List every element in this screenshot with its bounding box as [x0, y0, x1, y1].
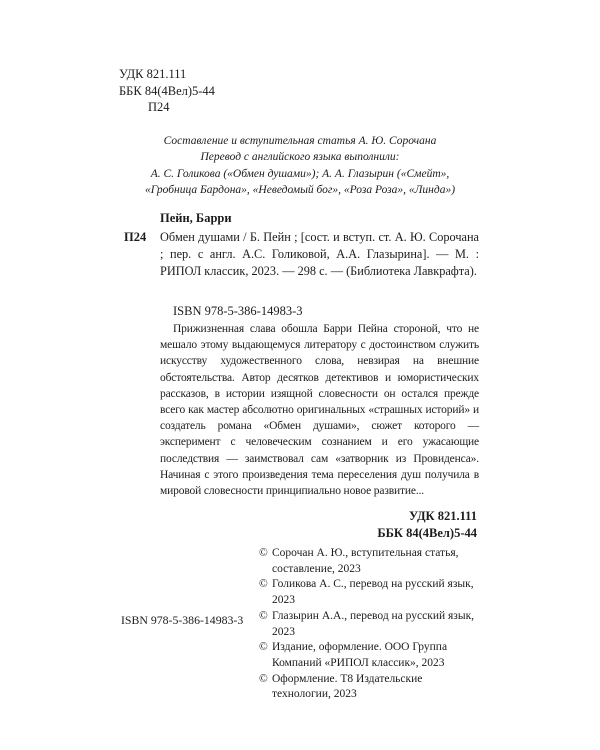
copyright-icon: ©: [259, 609, 268, 622]
author-mark: П24: [148, 100, 170, 114]
udk-code: УДК 821.111: [119, 67, 187, 81]
copyright-text: Сорочан А. Ю., вступительная статья, составление, 2023: [272, 547, 459, 575]
isbn-footer: ISBN 978-5-386-14983-3: [121, 613, 244, 627]
translators-line-2: «Гробница Бардона», «Неведомый бог», «Роза Роза», «Линда»): [144, 183, 456, 196]
copyright-icon: ©: [259, 641, 268, 654]
copyright-text: Глазырин А.А., перевод на русский язык, 2023: [272, 609, 475, 638]
bbk-code-bottom: ББК 84(4Вел)5-44: [377, 526, 477, 540]
catalog-author-mark: П24: [124, 230, 147, 244]
copyright-design: [259, 672, 479, 703]
udc-block-bottom: [300, 508, 477, 542]
translation-heading: Перевод с английского языка выполнили:: [200, 151, 400, 164]
copyright-icon: ©: [259, 578, 268, 591]
copyright-icon: ©: [259, 547, 268, 559]
book-annotation: Прижизненная слава обошла Барри Пейна стороной, что не мешало этому выдающемуся литератору с достоинством служить искусству художественного слова, невзирая на внешние обстоятельства. Автор десятков детективов и юмористических рассказов, в истории изящной словесности он остался прежде всего как мастер абсолютно оригинальных «страшных историй» и создатель романа «Обмен душами», сюжет которого — эксперимент с человеческим сознанием и его ужасающие последствия — заимствовал сам «затворник из Провиденса». Начиная с этого произведения тема переселения душ получила в мировой словесности принципиально новое развитие...: [160, 323, 479, 498]
udk-code-bottom: УДК 821.111: [409, 509, 477, 523]
translators-line-1: А. С. Голикова («Обмен душами»); А. А. Глазырин («Смейт»,: [150, 167, 450, 180]
udc-block-top: [119, 66, 215, 116]
copyright-text: Оформление. Т8 Издательские технологии, 2023: [272, 672, 423, 701]
copyright-text: Издание, оформление. ООО Группа Компаний «РИПОЛ классик», 2023: [272, 641, 448, 669]
copyright-icon: ©: [259, 672, 268, 685]
copyright-publisher: [259, 640, 479, 671]
catalog-isbn: ISBN 978-5-386-14983-3: [173, 304, 303, 318]
catalog-author: Пейн, Барри: [160, 211, 232, 225]
credits-block: [138, 133, 462, 198]
copyright-translator-glazyrin: [259, 609, 479, 640]
bbk-code: ББК 84(4Вел)5-44: [119, 83, 215, 98]
copyright-compiler: [259, 546, 479, 577]
compiler-credit: Составление и вступительная статья А. Ю. Сорочана: [163, 135, 437, 147]
copyright-list: [259, 546, 479, 703]
copyright-translator-golikova: [259, 577, 479, 608]
copyright-text: Голикова А. С., перевод на русский язык, 2023: [272, 578, 474, 607]
bibliographic-description: Обмен душами / Б. Пейн ; [сост. и вступ. ст. А. Ю. Сорочана ; пер. с англ. А.С. Голиковой, А.А. Глазырина]. — М. : РИПОЛ классик, 2023. — 298 с. — (Библиотека Лавкрафта).: [160, 230, 479, 278]
